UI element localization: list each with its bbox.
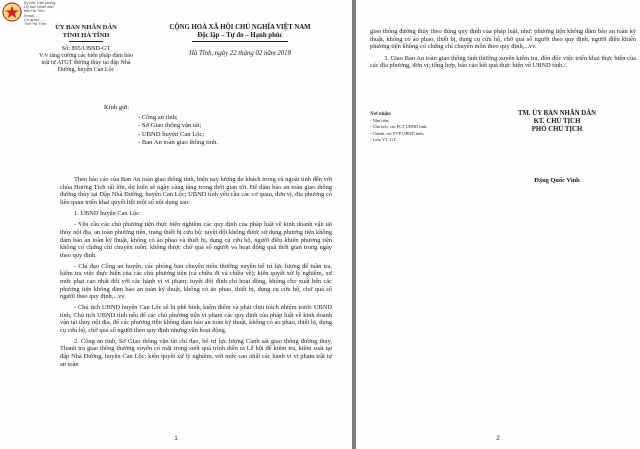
body-paragraph: - Chỉ đạo Công an huyện, các phòng ban chuyên môn thường xuyên bố trí lực lượng để tuần tra, kiểm tra việc thực hiện của các chủ phương tiện (cả chiều đi và chiều về); kiên quyết xử lý nghiêm, xử mức phạt cao nhất đối với các hành vi vi phạm; tuyệt đối đình chỉ hoạt động, không cho xuất bến các phương tiện không đảm bảo an toàn kỹ thuật, không có áo phao, thiết bị, dụng cụ cứu hộ, chở quá số người theo quy định,...vv.	[60, 262, 332, 301]
body-paragraph: 2. Công an tỉnh, Sở Giao thông vận tải chỉ đạo, bố trí lực lượng Cảnh sát giao thông đường thủy, Thanh tra giao thông thường xuyên có mặt trong suốt quá trình diễn ra Lễ hội để kiểm tra, kiểm soát tại đập Nhà Đường, huyện Can Lộc; kiên quyết xử lý nghiêm, với mức cao nhất các hành vi vi phạm trật tự an toàn	[60, 337, 332, 368]
signature-org: TM. ỦY BAN NHÂN DÂN	[517, 110, 597, 117]
recipient-item: - Công an tỉnh;	[138, 114, 308, 122]
page-number: 1	[174, 436, 178, 443]
recipient-item: - UBND huyện Can Lộc;	[138, 131, 308, 139]
stamp-line: Email: ...	[24, 13, 39, 18]
recipient-item: - Ban An toàn giao thông tỉnh.	[138, 139, 308, 147]
section-heading: 1. UBND huyện Can Lộc:	[74, 209, 141, 217]
receivers-title: Nơi nhận:	[370, 112, 392, 117]
page-2-body	[370, 28, 636, 74]
signature-block	[482, 110, 632, 185]
national-header	[140, 24, 340, 58]
signer-name: Đặng Quốc Vinh	[534, 176, 580, 184]
document-date: Hà Tĩnh, ngày 22 tháng 02 năm 2018	[189, 50, 291, 57]
header-divider	[69, 41, 103, 42]
receiver-item: - Lưu: VT, GT.	[370, 137, 480, 143]
stamp-line: Cơ quan: ...	[24, 17, 45, 22]
receiver-item: - Chánh, các PVP UBND tỉnh;	[370, 131, 480, 137]
body-paragraph: - Yêu cầu các chủ phương tiện thực hiện nghiêm các quy định của pháp luật về kinh doanh vận tải thủy nội địa, an toàn phương tiện, trang thiết bị cứu hộ; tuyệt đối không được sử dụng phương tiện không đảm bảo an toàn kỹ thuật, không có áo phao và thiết bị, dụng cụ cứu hộ, người điều khiển phương tiện không có chứng chỉ chuyên môn, không được chở quá số người và hoạt động quá thời gian trong ngày theo quy định.	[60, 221, 332, 259]
issuer-header	[36, 24, 136, 74]
recipient-item: - Sở Giao thông vận tải;	[138, 122, 308, 130]
body-paragraph: Theo báo cáo của Ban An toàn giao thông tỉnh, hiện nay lượng du khách trong và ngoài tỉnh đến với chùa Hương Tích rất lớn, dự kiến sẽ ngày càng tăng trong thời gian tới. Để đảm bảo an toàn giao thông đường thủy tại Đập Nhà Đường, huyện Can Lộc; UBND tỉnh yêu cầu các cơ quan, đơn vị, địa phương có liên quan triển khai quyết liệt một số nội dung sau:	[60, 176, 332, 206]
document-number: Số: 895/UBND-GT	[61, 45, 111, 52]
stamp-line: Ký bởi: Văn phòng	[24, 1, 56, 5]
signature-title: PHÓ CHỦ TỊCH	[531, 126, 583, 134]
body-paragraph: 3. Giao Ban An toàn giao thông tỉnh thường xuyên kiểm tra, đôn đốc việc triển khai thực hiện của các địa phương, đơn vị; tổng hợp, báo cáo kết quả thực hiện về UBND tỉnh./.	[370, 54, 636, 70]
page-number: 2	[496, 436, 500, 443]
receiver-item: - Chủ tịch, các PCT UBND tỉnh;	[370, 124, 480, 130]
issuer-org-2: TỈNH HÀ TĨNH	[62, 32, 110, 39]
body-paragraph: - Chủ tịch UBND huyện Can Lộc sẽ bị phê bình, kiểm điểm và phải chịu trách nhiệm trước UBND tỉnh, Chủ tịch UBND tỉnh nếu để các chủ phương tiện vi phạm các quy định của pháp luật về kinh doanh vận tải thủy nội địa, để các phương tiện không đảm bảo an toàn kỹ thuật, không có áo phao, thiết bị, dụng cụ cứu hộ, chở quá số người theo quy định nhưng vẫn hoạt động.	[60, 304, 332, 334]
page-1-body	[60, 176, 332, 372]
motto-underline	[192, 41, 288, 42]
seal-icon	[2, 2, 22, 22]
body-paragraph: giao thông đường thủy theo đúng quy định của pháp luật, như: phương tiện không đảm bảo an toàn kỹ thuật, không có áo phao, thiết bị, dụng cụ cứu hộ, chở quá số người theo quy định, người điều khiển phương tiện không có chứng chỉ chuyên môn theo quy định,...vv.	[370, 28, 636, 51]
document-subject: V/v tăng cường các biện pháp đảm bảo trật tự ATGT đường thủy tại đập Nhà Đường, huyện Can Lộc	[39, 53, 133, 73]
receivers-block	[370, 112, 480, 143]
receiver-item: - Như trên;	[370, 118, 480, 124]
stamp-line: Ủy ban Nhân dân	[24, 5, 54, 10]
recipients-label: Kính gửi:	[104, 104, 130, 111]
national-motto: Độc lập – Tự do – Hạnh phúc	[197, 32, 283, 39]
recipients-list	[138, 114, 308, 148]
signature-role: KT. CHỦ TỊCH	[533, 118, 581, 126]
nation-title: CỘNG HOÀ XÃ HỘI CHỦ NGHĨA VIỆT NAM	[169, 24, 311, 31]
stamp-line: tỉnh Hà Tĩnh	[24, 9, 45, 14]
issuer-org-1: ỦY BAN NHÂN DÂN	[55, 24, 117, 31]
document-page-2	[356, 0, 640, 449]
digital-signature-text	[24, 1, 84, 26]
stamp-line: Tỉnh Hà Tĩnh	[24, 22, 46, 27]
